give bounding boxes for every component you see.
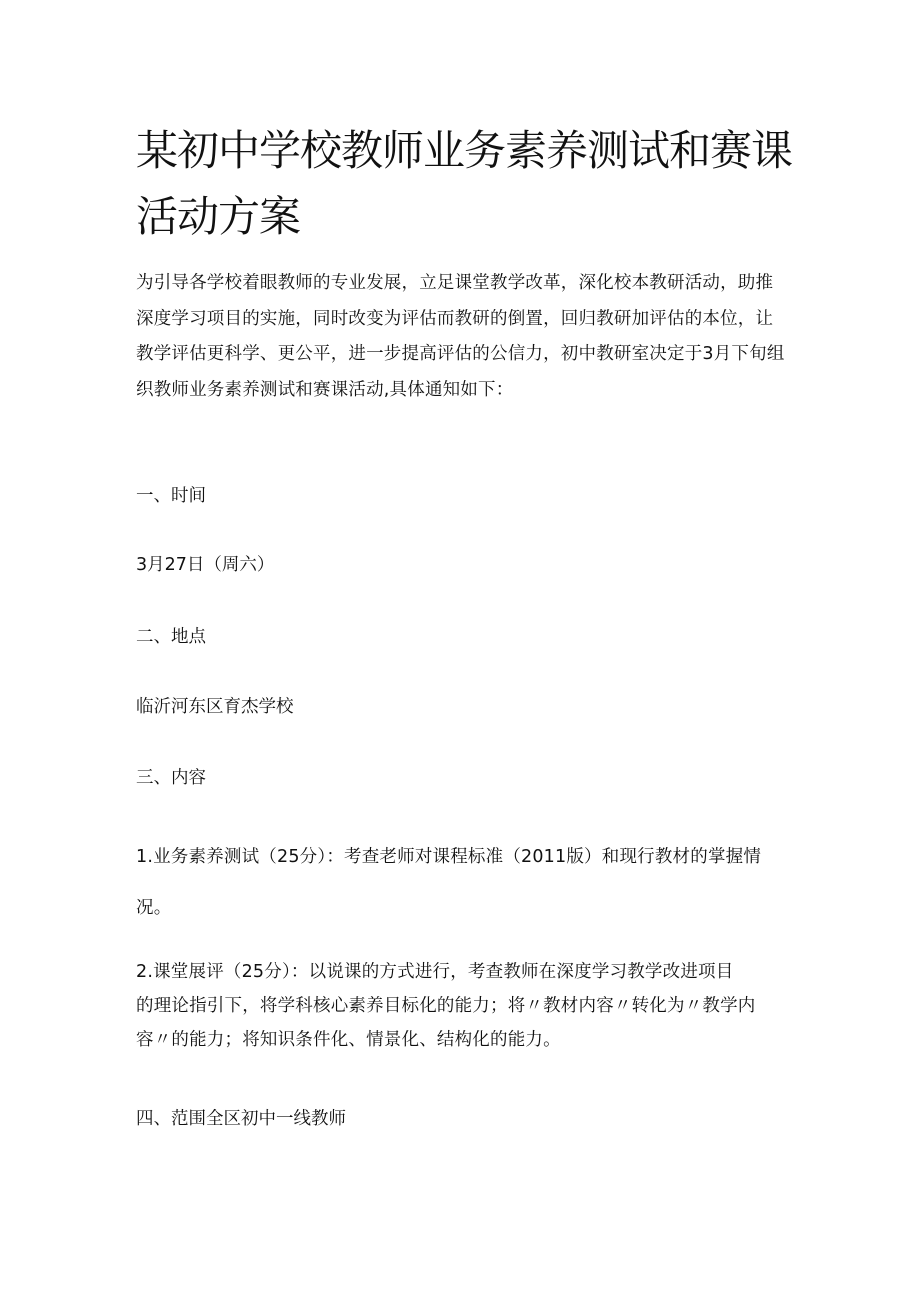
intro-paragraph: 为引导各学校着眼教师的专业发展，立足课堂教学改革，深化校本教研活动，助推深度学习项目的实施，同时改变为评估而教研的倒置，回归教研加评估的本位，让教学评估更科学、更公平，进一步提高评估的公信力，初中教研室决定于3月下旬组织教师业务素养测试和赛课活动,具体通知如下：	[136, 273, 785, 400]
section-heading-scope: 四、范围全区初中一线教师	[136, 1109, 346, 1129]
section-heading-time: 一、时间	[136, 486, 206, 506]
section-heading-content: 三、内容	[136, 768, 206, 788]
content-item-2-line: 的理论指引下，将学科核心素养目标化的能力；将〃教材内容〃转化为〃教学内	[136, 996, 756, 1016]
event-location: 临沂河东区育杰学校	[136, 697, 294, 717]
content-item-2-line: 容〃的能力；将知识条件化、情景化、结构化的能力。	[136, 1030, 561, 1050]
section-heading-place: 二、地点	[136, 627, 206, 647]
document-title: 某初中学校教师业务素养测试和赛课活动方案	[136, 126, 793, 241]
content-item-2	[136, 955, 788, 1057]
content-item-2-line: 2.课堂展评（25分）：以说课的方式进行，考查教师在深度学习教学改进项目	[136, 962, 734, 982]
content-item-1: 1.业务素养测试（25分）：考查老师对课程标准（2011版）和现行教材的掌握情况。	[136, 847, 762, 918]
event-date: 3月27日（周六）	[136, 555, 275, 575]
